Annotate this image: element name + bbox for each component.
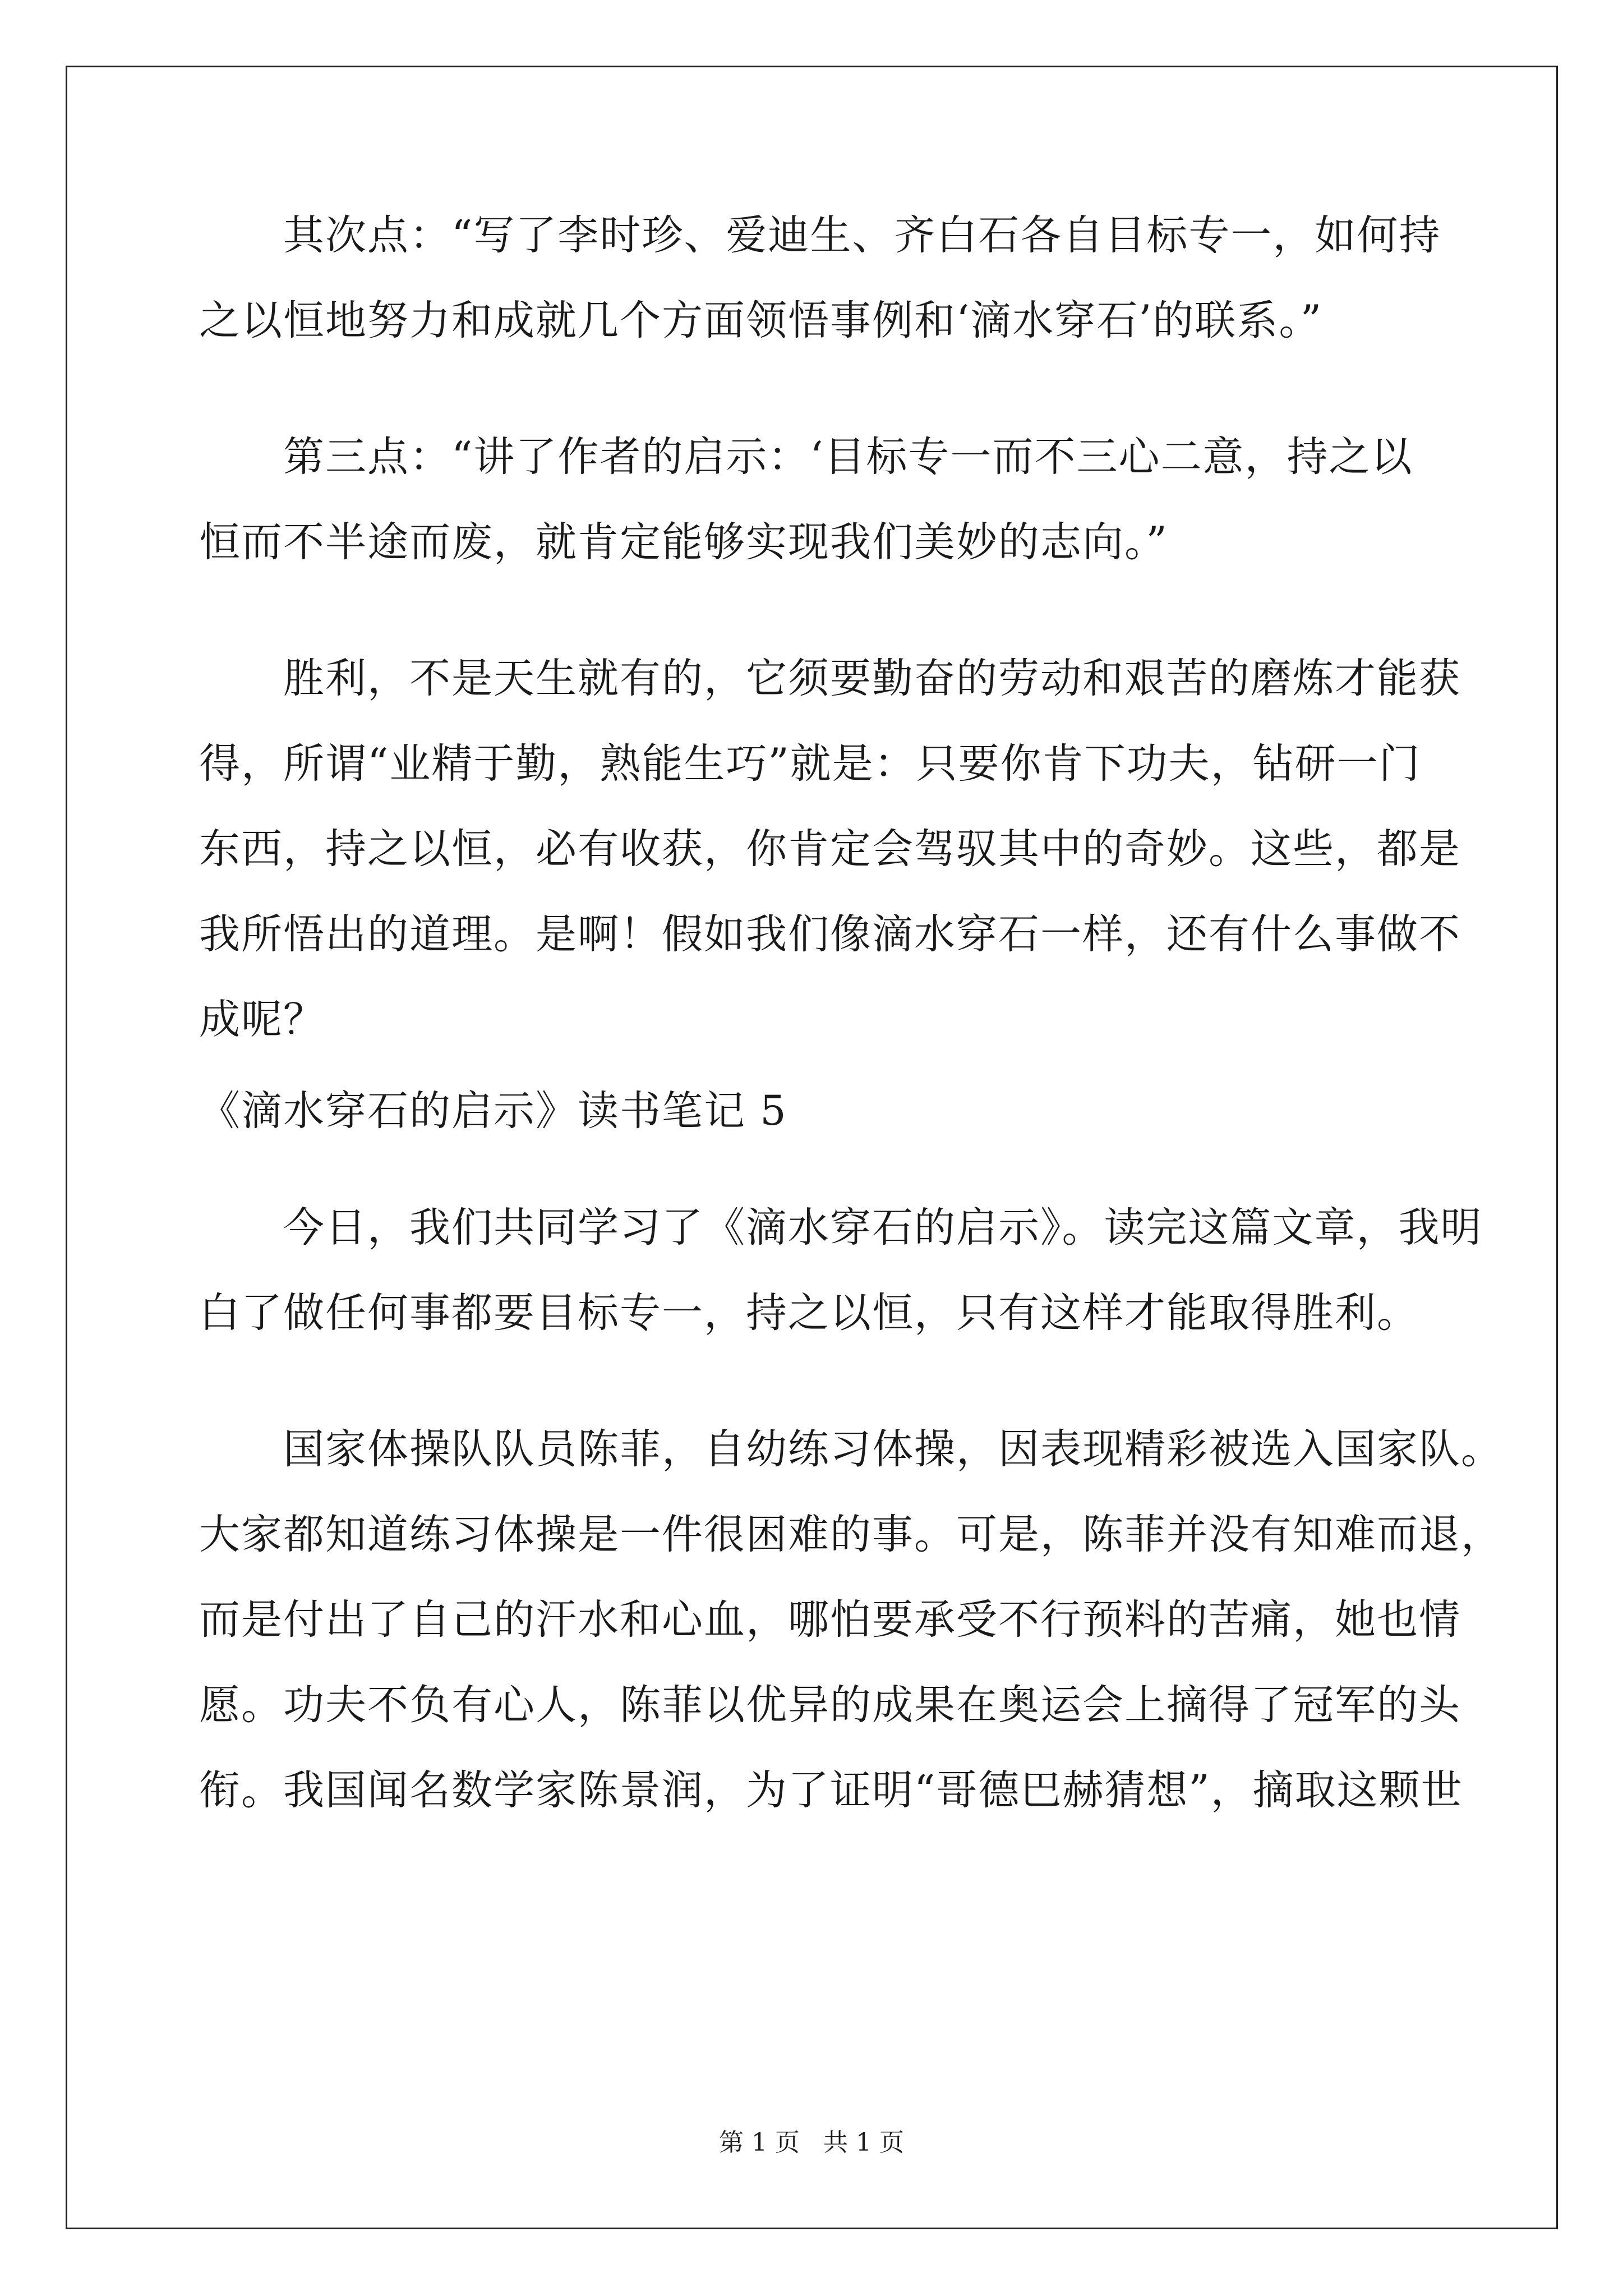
section-heading: 《滴水穿石的启示》读书笔记 5 [199,1087,787,1135]
paragraph-line: 今日，我们共同学习了《滴水穿石的启示》。读完这篇文章，我明 [283,1204,1483,1251]
paragraph-line: 恒而不半途而废，就肯定能够实现我们美妙的志向。” [199,518,1168,566]
page-footer: 第 1 页 共 1 页 [719,2128,904,2157]
paragraph-line: 之以恒地努力和成就几个方面领悟事例和‘滴水穿石’的联系。” [199,297,1323,344]
paragraph-line: 第三点：“讲了作者的启示：‘目标专一而不三心二意，持之以 [283,433,1413,481]
paragraph-line: 成呢？ [199,996,325,1043]
paragraph-line: 愿。功夫不负有心人，陈菲以优异的成果在奥运会上摘得了冠军的头 [199,1681,1461,1729]
paragraph-line: 我所悟出的道理。是啊！假如我们像滴水穿石一样，还有什么事做不 [199,910,1461,958]
paragraph-line: 东西，持之以恒，必有收获，你肯定会驾驭其中的奇妙。这些，都是 [199,825,1461,873]
paragraph-line: 国家体操队队员陈菲，自幼练习体操，因表现精彩被选入国家队。 [283,1425,1503,1473]
paragraph-line: 得，所谓“业精于勤，熟能生巧”就是：只要你肯下功夫，钻研一门 [199,740,1421,788]
paragraph-line: 其次点：“写了李时珍、爱迪生、齐白石各自目标专一，如何持 [283,211,1441,259]
paragraph-line: 胜利，不是天生就有的，它须要勤奋的劳动和艰苦的磨炼才能获 [283,655,1461,702]
page-border [66,66,1558,2229]
paragraph-line: 白了做任何事都要目标专一，持之以恒，只有这样才能取得胜利。 [199,1289,1419,1337]
paragraph-line: 衔。我国闻名数学家陈景润，为了证明“哥德巴赫猜想”，摘取这颗世 [199,1766,1463,1814]
paragraph-line: 而是付出了自己的汗水和心血，哪怕要承受不行预料的苦痛，她也情 [199,1596,1461,1644]
paragraph-line: 大家都知道练习体操是一件很困难的事。可是，陈菲并没有知难而退， [199,1511,1503,1558]
